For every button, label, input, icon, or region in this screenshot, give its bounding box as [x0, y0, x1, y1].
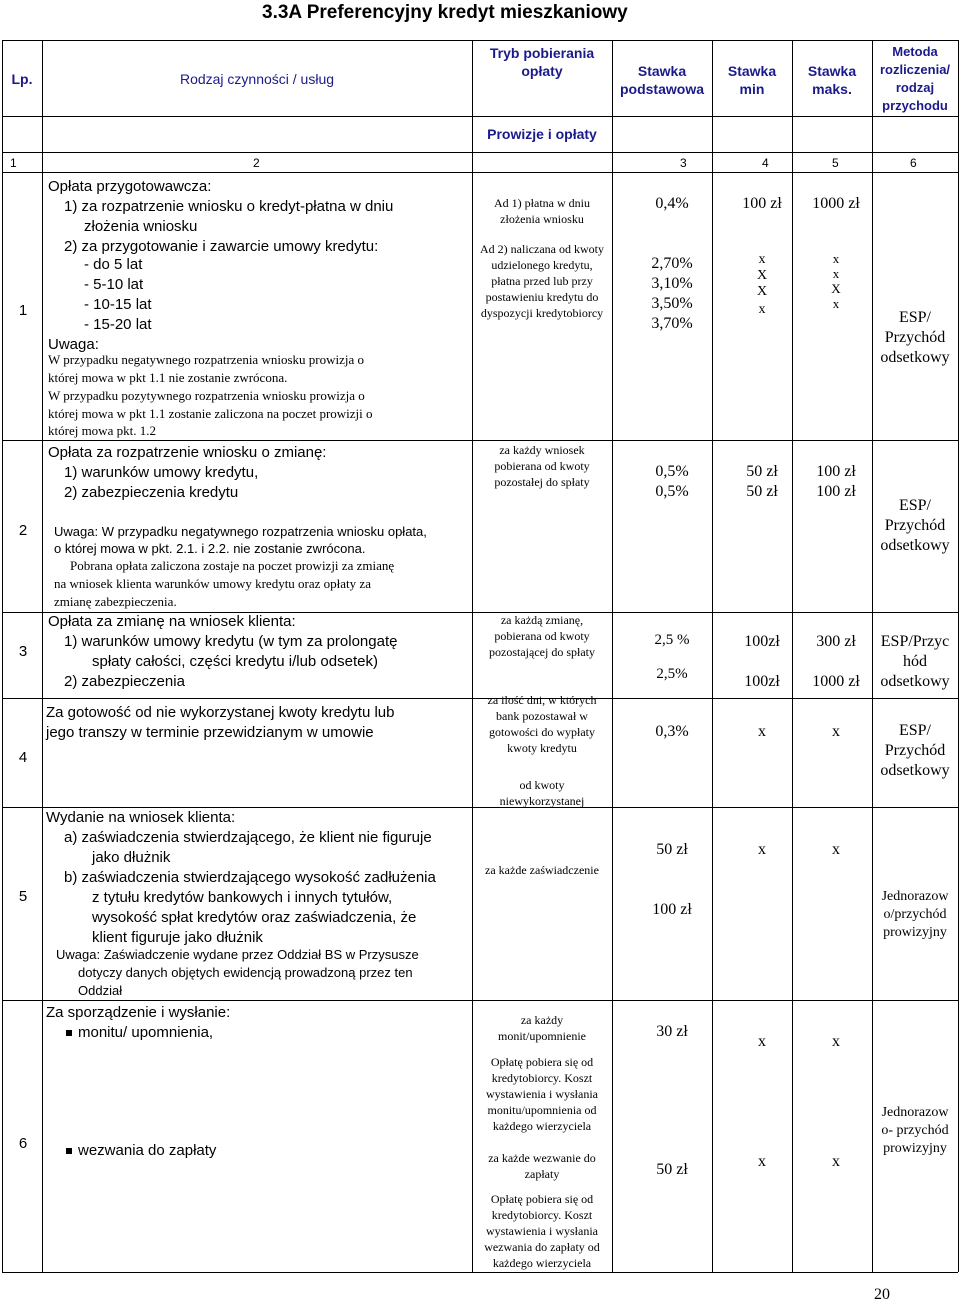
row-lp: 6 [18, 1135, 28, 1152]
col-number: 6 [910, 156, 917, 170]
col-number: 4 [762, 156, 769, 170]
header-prowizje: Prowizje i opłaty [487, 126, 597, 142]
header-stawka-podstawowa: Stawka podstawowa [619, 63, 704, 97]
list-item: wezwania do zapłaty [66, 1141, 216, 1161]
col-number: 2 [253, 156, 260, 170]
bullet-icon [66, 1148, 72, 1154]
header-lp: Lp. [11, 71, 33, 87]
row-lp: 1 [18, 302, 28, 319]
row-lp: 3 [18, 643, 28, 660]
col-number: 5 [832, 156, 839, 170]
row-lp: 4 [18, 749, 28, 766]
header-stawka-min: Stawka min [727, 63, 777, 97]
row-lp: 5 [18, 888, 28, 905]
col-number: 3 [680, 156, 687, 170]
header-stawka-maks: Stawka maks. [807, 63, 857, 97]
header-rodzaj: Rodzaj czynności / usług [179, 71, 335, 87]
col-number: 1 [10, 156, 17, 170]
bullet-icon [66, 1030, 72, 1036]
header-metoda: Metoda rozliczenia/ rodzaj przychodu [879, 44, 951, 113]
header-tryb: Tryb pobierania opłaty [489, 45, 595, 79]
page-number: 20 [874, 1286, 890, 1303]
page-title: 3.3A Preferencyjny kredyt mieszkaniowy [262, 2, 628, 23]
row-lp: 2 [18, 522, 28, 539]
list-item: monitu/ upomnienia, [66, 1023, 213, 1043]
